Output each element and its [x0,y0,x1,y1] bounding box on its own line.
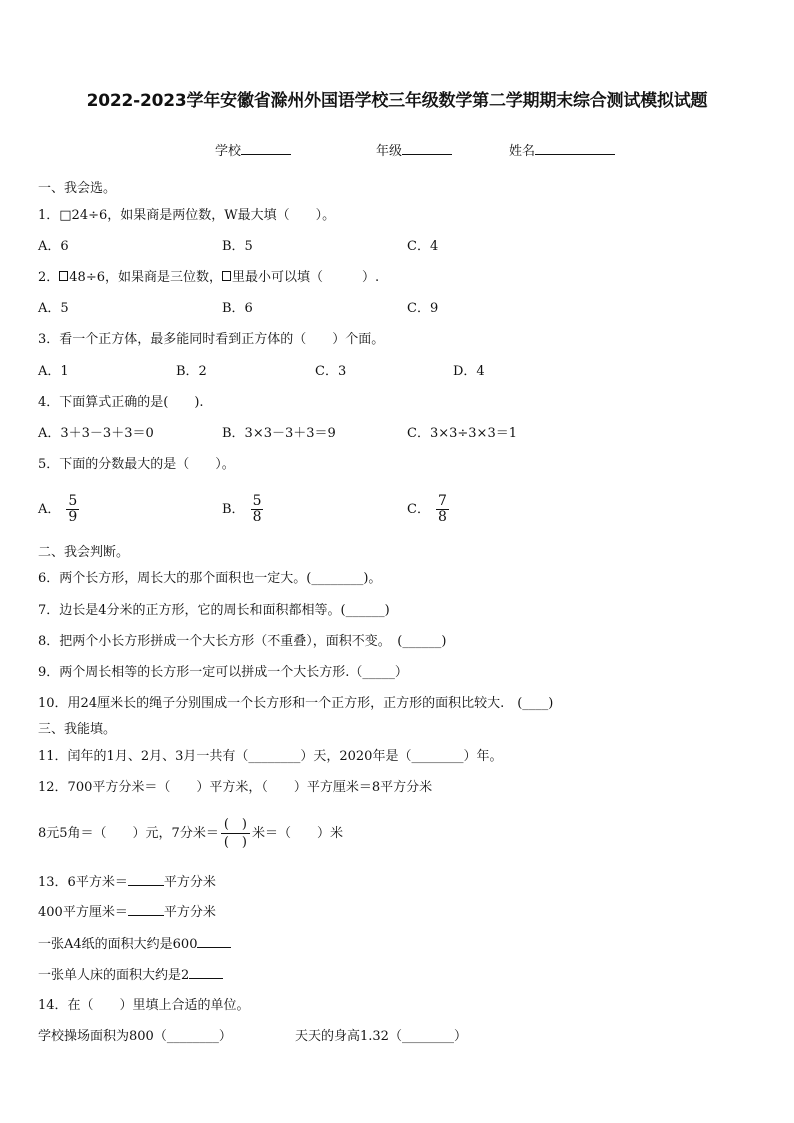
fraction-denominator: ( ) [223,835,247,850]
q12-part-2: 米＝（ ）米 [251,826,343,841]
q3-option-a[interactable]: A．1 [38,364,69,379]
paren-fraction [221,816,250,851]
q4-option-c[interactable]: C．3×3÷3×3＝1 [407,426,517,441]
question-12-line-1: 12．700平方分米＝（ ）平方米，（ ）平方厘米＝8平方分米 [38,780,433,795]
q4-option-b[interactable]: B．3×3－3＋3＝9 [222,426,336,441]
blank-box-icon [222,271,231,281]
question-7: 7．边长是4分米的正方形，它的周长和面积都相等。(______) [38,603,390,618]
q1-option-a[interactable]: A．6 [38,239,69,254]
question-13-line-3 [38,935,231,954]
q5-option-a[interactable] [38,494,79,525]
question-13-line-4 [38,966,223,985]
q4-option-a[interactable]: A．3＋3－3＋3＝0 [38,426,154,441]
question-9: 9．两个周长相等的长方形一定可以拼成一个大长方形.（_____） [38,665,408,680]
page-title: 2022-2023学年安徽省滁州外国语学校三年级数学第二学期期末综合测试模拟试题 [86,91,708,111]
section2-heading: 二、我会判断。 [38,545,130,560]
name-label: 姓名 [509,144,536,159]
q1-option-c[interactable]: C．4 [407,239,439,254]
q3-option-b[interactable]: B．2 [176,364,207,379]
question-12-line-2 [38,815,343,853]
q1-option-b[interactable]: B．5 [222,239,253,254]
q5-option-c-label: C． [407,502,430,517]
school-blank[interactable] [241,141,291,155]
question-2 [38,269,379,287]
section3-heading: 三、我能填。 [38,722,117,737]
question-13-line-2 [38,903,216,922]
question-10: 10．用24厘米长的绳子分别围成一个长方形和一个正方形，正方形的面积比较大. (____) [38,696,554,711]
fraction-numerator: 7 [437,493,447,509]
q2-option-b[interactable]: B．6 [222,301,253,316]
q3-option-d[interactable]: D．4 [453,364,485,379]
q13-line3-text: 一张A4纸的面积大约是600 [38,937,198,952]
name-blank[interactable] [535,141,615,155]
grade-blank[interactable] [402,141,452,155]
question-5: 5．下面的分数最大的是（ ）。 [38,457,235,472]
fraction [436,494,449,525]
answer-blank[interactable] [128,873,164,886]
q13-line4-text: 一张单人床的面积大约是2 [38,968,190,983]
q12-part-1: 8元5角＝（ ）元，7分米＝ [38,826,219,841]
question-13-line-1 [38,873,216,892]
question-1: 1．□24÷6，如果商是两位数，W最大填（ ）。 [38,208,336,223]
question-3: 3．看一个正方体，最多能同时看到正方体的（ ）个面。 [38,332,385,347]
fraction-numerator: 5 [68,493,78,509]
q2-number: 2． [38,270,60,285]
fraction-numerator: ( ) [221,816,250,834]
q13-text-a: 13．6平方米＝ [38,875,128,890]
q5-option-c[interactable] [407,494,449,525]
q13-line2-text-a: 400平方厘米＝ [38,905,128,920]
fraction-denominator: 8 [437,509,447,525]
question-8: 8．把两个小长方形拼成一个大长方形（不重叠），面积不变。 (______) [38,634,447,649]
section1-heading: 一、我会选。 [38,181,117,196]
answer-blank[interactable] [128,903,164,916]
school-label: 学校 [215,144,242,159]
q5-option-b[interactable] [222,494,263,525]
student-info-row [0,140,794,160]
fraction [251,494,264,525]
question-11: 11．闰年的1月、2月、3月一共有（________）天，2020年是（________）年。 [38,749,503,764]
q13-line2-text-b: 平方分米 [163,905,216,920]
q5-option-b-label: B． [222,502,245,517]
grade-label: 年级 [376,144,403,159]
q2-option-a[interactable]: A．5 [38,301,69,316]
q2-option-c[interactable]: C．9 [407,301,439,316]
q2-stem: 48÷6，如果商是三位数， [69,270,222,285]
q14-item-b: 天天的身高1.32（________） [295,1029,467,1044]
blank-box-icon [59,271,68,281]
answer-blank[interactable] [189,966,223,979]
question-14: 14．在（ ）里填上合适的单位。 [38,998,250,1013]
q5-option-a-label: A． [38,502,61,517]
q2-stem-rest: 里最小可以填（ ）. [232,270,380,285]
question-6: 6．两个长方形，周长大的那个面积也一定大。(________)。 [38,571,382,586]
fraction-denominator: 8 [252,509,262,525]
answer-blank[interactable] [197,935,231,948]
q14-item-a: 学校操场面积为800（________） [38,1029,232,1044]
school-field[interactable] [215,140,291,159]
q3-option-c[interactable]: C．3 [315,364,347,379]
fraction [66,494,79,525]
fraction-denominator: 9 [68,509,78,525]
name-field[interactable] [509,140,615,159]
fraction-numerator: 5 [252,493,262,509]
question-4: 4．下面算式正确的是( ). [38,395,204,410]
grade-field[interactable] [376,140,452,159]
q13-text-b: 平方分米 [163,875,216,890]
